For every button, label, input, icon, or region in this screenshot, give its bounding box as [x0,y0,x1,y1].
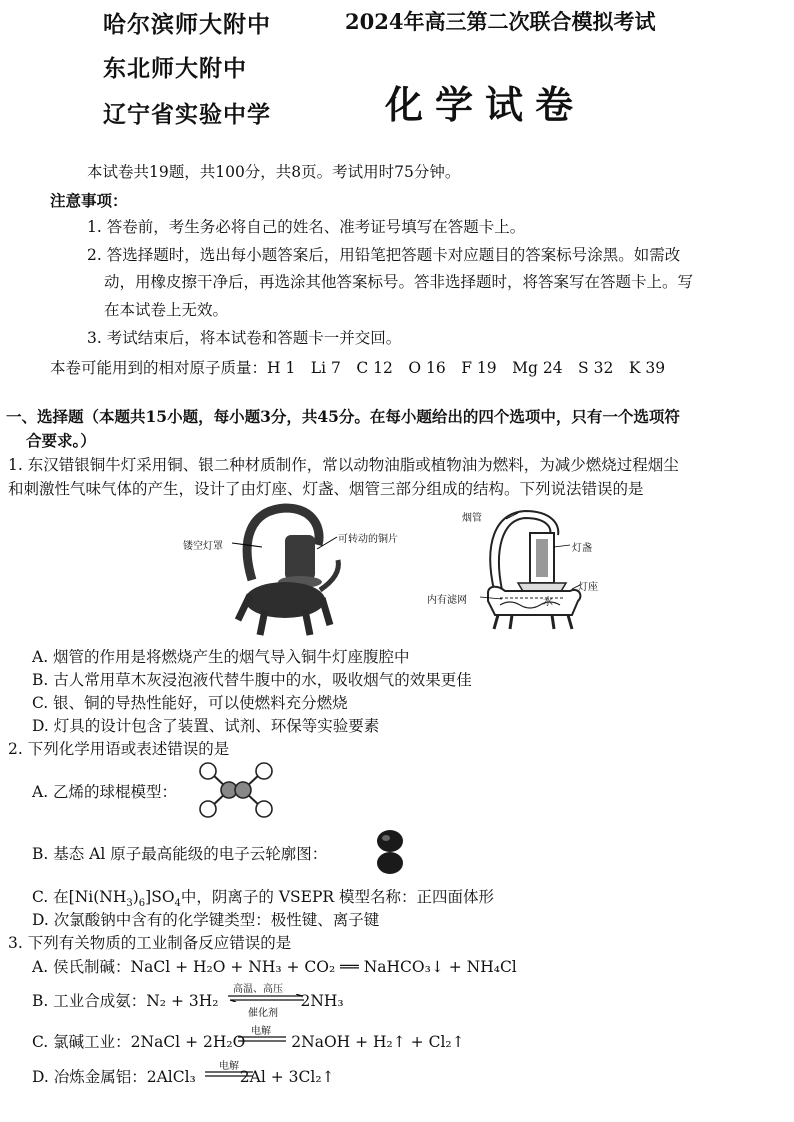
p-orbital-contour [372,829,408,875]
section-1-heading: 一、选择题（本题共15小题，每小题3分，共45分。在每小题给出的四个选项中，只有一个选项符 [6,407,680,426]
q3-option-c: C. 氯碱工业：2NaCl + 2H₂O 2NaOH + H₂↑ + Cl₂↑ [32,1033,465,1051]
ethylene-ball-stick-model [196,762,276,818]
q3-c-condition: 电解 [251,1026,271,1037]
notice-2: 2. 答选择题时，选出每小题答案后，用铅笔把答题卡对应题目的答案标号涂黑。如需改 [87,246,681,264]
q1-option-a: A. 烟管的作用是将燃烧产生的烟气导入铜牛灯座腹腔中 [32,648,410,666]
q3-option-d: D. 冶炼金属铝：2AlCl₃ 2Al + 3Cl₂↑ [32,1068,335,1086]
q1-option-d: D. 灯具的设计包含了装置、试剂、环保等实验要素 [32,717,380,735]
label-base: 灯座 [578,582,598,593]
exam-title: 2024年高三第二次联合模拟考试 [345,9,656,34]
notice-3: 3. 考试结束后，将本试卷和答题卡一并交回。 [87,329,402,347]
atomic-masses: 本卷可能用到的相对原子质量：H 1 Li 7 C 12 O 16 F 19 Mg 24 S 32 K 39 [50,359,666,377]
q2-option-b: B. 基态 Al 原子最高能级的电子云轮廓图： [32,845,328,863]
label-chimney: 烟管 [462,513,482,524]
q3-stem: 3. 下列有关物质的工业制备反应错误的是 [8,934,292,952]
q1-stem: 1. 东汉错银铜牛灯采用铜、银二种材质制作，常以动物油脂或植物油为燃料，为减少燃烧过程烟尘 [8,456,679,474]
q1-stem-cont: 和刺激性气味气体的产生，设计了由灯座、灯盏、烟管三部分组成的结构。下列说法错误的是 [8,480,644,498]
label-lamp-dish: 灯盏 [572,543,592,554]
q3-b-condition-top: 高温、高压 [233,984,283,995]
label-filter: 内有滤网 [427,595,467,606]
q1-option-c: C. 银、铜的导热性能好，可以使燃料充分燃烧 [32,694,348,712]
school-name-3: 辽宁省实验中学 [103,101,271,128]
electrolysis-equals-sign [238,1036,286,1042]
electrolysis-equals-sign-2 [205,1071,253,1077]
q3-option-b: B. 工业合成氨：N₂ + 3H₂ 2NH₃ [32,992,344,1010]
notice-1: 1. 答卷前，考生务必将自己的姓名、准考证号填写在答题卡上。 [87,218,526,236]
notice-2-cont: 动，用橡皮擦干净后，再选涂其他答案标号。答非选择题时，将答案写在答题卡上。写 [104,273,694,291]
label-rotating-plate: 可转动的铜片 [338,534,398,545]
photo-label-leaders [232,533,347,558]
reversible-arrow [226,994,306,1002]
school-name-1: 哈尔滨师大附中 [103,11,271,38]
label-water: 水 [543,597,553,608]
q2-stem: 2. 下列化学用语或表述错误的是 [8,740,230,758]
q1-option-b: B. 古人常用草木灰浸泡液代替牛腹中的水，吸收烟气的效果更佳 [32,671,472,689]
subject-title: 化学试卷 [385,82,586,127]
school-name-2: 东北师大附中 [103,55,247,82]
lamp-structure-diagram [480,505,585,630]
q3-option-a: A. 侯氏制碱：NaCl + H₂O + NH₃ + CO₂ ══ NaHCO₃↓ + NH₄Cl [32,958,517,976]
q3-b-condition-bottom: 催化剂 [248,1008,278,1019]
q2-option-c: C. 在$[Ni(NH_3)_6]SO_4$中，阴离子的 VSEPR 模型名称：正四面体形 [32,888,495,910]
q2-option-a: A. 乙烯的球棍模型： [32,783,178,801]
q3-d-condition: 电解 [219,1061,239,1072]
q2-option-d: D. 次氯酸钠中含有的化学键类型：极性键、离子键 [32,911,380,929]
label-hollow-shade: 镂空灯罩 [183,541,223,552]
notice-title: 注意事项： [50,191,128,210]
bronze-ox-lamp-photo [230,500,345,640]
notice-2-end: 在本试卷上无效。 [104,301,229,319]
intro-text: 本试卷共19题，共100分，共8页。考试用时75分钟。 [87,163,461,181]
section-1-heading-cont: 合要求。） [26,431,96,450]
